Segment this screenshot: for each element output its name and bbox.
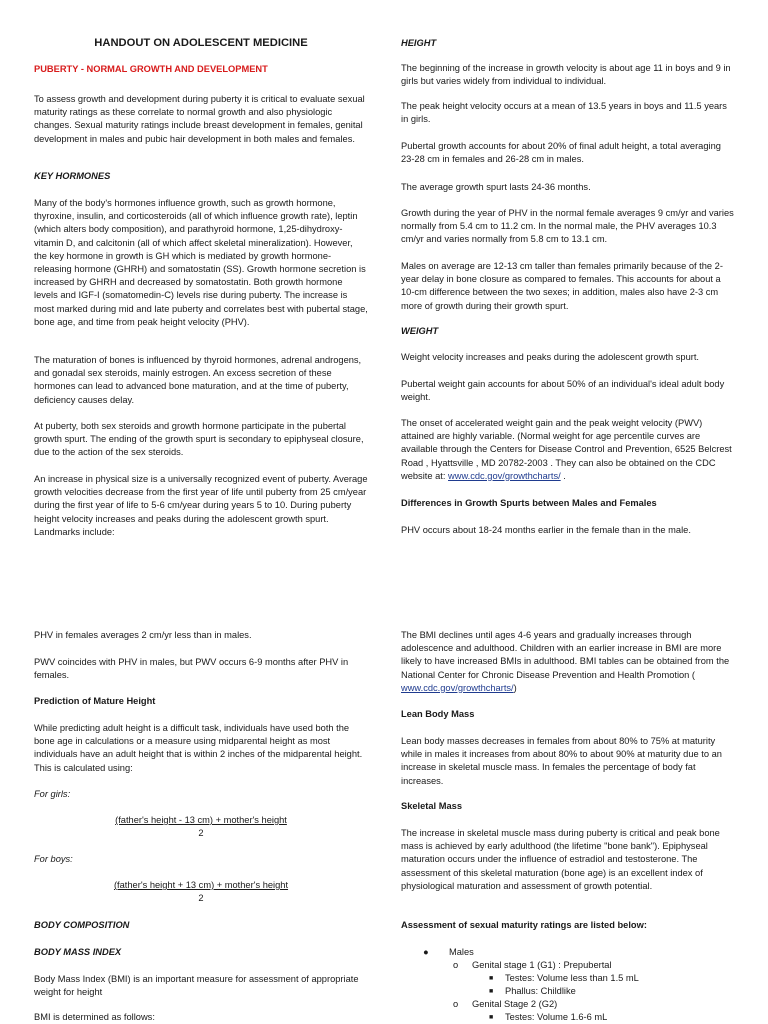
bullet-disc-icon: ● bbox=[423, 947, 429, 957]
document-title: HANDOUT ON ADOLESCENT MEDICINE bbox=[94, 37, 308, 49]
key-hormones-paragraph-1: Many of the body's hormones influence growth, such as growth hormone, thyroxine, insulin, and corticosteroids (all of which influence growth rate), leptin (which alters body composition), and parathyroid hormone, 1,25-dihydroxy-vitamin D, and calcitonin (all of which affect skeletal mineralization). However, the key hormone in growth is GH which is mediated by growth hormone-releasing hormone (GHRH) and somatostatin (SS). Growth hormone secretion is increased by GHRH and decreased by somatostatin. Both growth hormone levels and IGF-I (somatomedin-C) levels rise during puberty. The increase is most marked during mid and late puberty and correlates best with pubertal stage, bone age, and time from peak height velocity (PHV). bbox=[34, 198, 368, 327]
intro-paragraph: To assess growth and development during puberty it is critical to evaluate sexual maturity ratings as these correlate to normal growth and also physiologic changes. Sexual maturity ratings include breast development in females, genital development in males and pubic hair development in both males and females. bbox=[34, 94, 365, 144]
bullet-square-icon: ■ bbox=[489, 988, 494, 995]
cdc-growthcharts-link[interactable]: www.cdc.gov/growthcharts/ bbox=[448, 470, 561, 481]
bmi-growthcharts-link[interactable]: www.cdc.gov/growthcharts/ bbox=[401, 682, 514, 693]
section-title: PUBERTY - NORMAL GROWTH AND DEVELOPMENT bbox=[34, 64, 268, 74]
weight-paragraph-3-end: . bbox=[560, 470, 566, 481]
boys-formula-denominator: 2 bbox=[198, 893, 204, 904]
girls-formula-numerator: (father's height - 13 cm) + mother's height bbox=[115, 815, 287, 825]
bullet-square-icon: ■ bbox=[489, 1014, 494, 1021]
bmi-paragraph-1: Body Mass Index (BMI) is an important measure for assessment of appropriate weight for height bbox=[34, 974, 359, 998]
list-item-genital-stage-2: Genital Stage 2 (G2) bbox=[472, 999, 558, 1009]
key-hormones-paragraph-4: An increase in physical size is a universally recognized event of puberty. Average growth velocities decrease from the first year of life until puberty from 25 cm/year during the first year of life to 5-6 cm/year during years 5 to 10. During puberty height velocity increases and peaks during the adolescent growth spurt. Landmarks include: bbox=[34, 474, 368, 537]
weight-paragraph-3-text: The onset of accelerated weight gain and the peak weight velocity (PWV) attained are highly variable. (Normal weight for age percentile curves are available through the Centers for Disease Control and Prevention, 6525 Belcrest Road , Hyattsville , MD 20782-2003 . They can also be obtained on the CDC website at: bbox=[401, 418, 732, 481]
bmi-paragraph-3 bbox=[401, 629, 735, 695]
boys-formula bbox=[34, 879, 368, 905]
prediction-paragraph: While predicting adult height is a difficult task, individuals have used both the bone age in calculations or a measure using midparental height as most individuals have an adult height that is within 2 inches of the midparental height. This is calculated using: bbox=[34, 723, 363, 773]
for-girls-label: For girls: bbox=[34, 789, 71, 799]
lean-body-mass-heading: Lean Body Mass bbox=[401, 709, 475, 719]
for-boys-label: For boys: bbox=[34, 854, 73, 864]
weight-heading: WEIGHT bbox=[401, 326, 439, 336]
list-item-phallus-g1: Phallus: Childlike bbox=[505, 986, 576, 996]
bmi-paragraph-2: BMI is determined as follows: bbox=[34, 1012, 155, 1022]
height-paragraph-2: The peak height velocity occurs at a mean of 13.5 years in boys and 11.5 years in girls. bbox=[401, 101, 727, 125]
height-paragraph-5: Growth during the year of PHV in the normal female averages 9 cm/yr and varies normally from 5.4 cm to 11.2 cm. In the normal male, the PHV averages 10.3 cm/yr and varies normally from 5.8 cm to 13.1 cm. bbox=[401, 208, 734, 245]
differences-heading: Differences in Growth Spurts between Males and Females bbox=[401, 498, 657, 508]
skeletal-mass-paragraph: The increase in skeletal muscle mass during puberty is critical and peak bone mass is achieved by early adulthood (the lifetime "bone bank"). Epiphyseal maturation occurs under the influence of estradiol and testosterone. The assessment of this skeletal maturation (bone age) is an excellent index of physiological maturation and assessment of growth potential. bbox=[401, 828, 720, 891]
list-item-males: Males bbox=[449, 947, 474, 957]
bmi-heading: BODY MASS INDEX bbox=[34, 947, 122, 957]
prediction-heading: Prediction of Mature Height bbox=[34, 696, 156, 706]
lean-body-mass-paragraph: Lean body masses decreases in females from about 80% to 75% at maturity while in males it increases from about 80% to about 90% at maturity due to an increase in skeletal muscle mass. In females the percentage of body fat increases. bbox=[401, 736, 722, 786]
bullet-circle-icon: o bbox=[453, 960, 459, 970]
list-item-testes-g2: Testes: Volume 1.6-6 mL bbox=[505, 1012, 608, 1022]
body-composition-heading: BODY COMPOSITION bbox=[34, 920, 130, 930]
height-paragraph-4: The average growth spurt lasts 24-36 months. bbox=[401, 182, 591, 192]
key-hormones-heading: KEY HORMONES bbox=[34, 171, 111, 181]
list-item-genital-stage-1: Genital stage 1 (G1) : Prepubertal bbox=[472, 960, 612, 970]
weight-paragraph-1: Weight velocity increases and peaks during the adolescent growth spurt. bbox=[401, 352, 700, 362]
bullet-circle-icon: o bbox=[453, 999, 459, 1009]
girls-formula-denominator: 2 bbox=[198, 828, 204, 839]
phv-females-paragraph: PHV in females averages 2 cm/yr less than in males. bbox=[34, 630, 252, 640]
height-paragraph-3: Pubertal growth accounts for about 20% of final adult height, a total averaging 23-28 cm in females and 26-28 cm in males. bbox=[401, 141, 721, 165]
assessment-heading: Assessment of sexual maturity ratings are listed below: bbox=[401, 920, 647, 930]
key-hormones-paragraph-3: At puberty, both sex steroids and growth hormone participate in the pubertal growth spurt. The ending of the growth spurt is secondary to epiphyseal closure, due to the action of the sex steroids. bbox=[34, 421, 364, 458]
weight-paragraph-3 bbox=[401, 417, 735, 483]
weight-paragraph-2: Pubertal weight gain accounts for about 50% of an individual's ideal adult body weight. bbox=[401, 379, 725, 403]
height-heading: HEIGHT bbox=[401, 38, 437, 48]
pwv-paragraph: PWV coincides with PHV in males, but PWV occurs 6-9 months after PHV in females. bbox=[34, 657, 349, 681]
bmi-paragraph-3-end: ) bbox=[513, 682, 517, 693]
height-paragraph-6: Males on average are 12-13 cm taller than females primarily because of the 2-year delay in bone closure as compared to females. This accounts for about a 10-cm difference between the two sexes; in addition, males also have 2-3 cm more of growth during their growth spurt. bbox=[401, 261, 723, 311]
skeletal-mass-heading: Skeletal Mass bbox=[401, 801, 462, 811]
differences-paragraph: PHV occurs about 18-24 months earlier in the female than in the male. bbox=[401, 525, 691, 535]
girls-formula bbox=[34, 814, 368, 840]
boys-formula-numerator: (father's height + 13 cm) + mother's height bbox=[113, 880, 289, 890]
bmi-paragraph-3-text: The BMI declines until ages 4-6 years and gradually increases through adolescence and adulthood. Children with an earlier increase in BMI are more likely to have increased BMIs in adulthood. BMI tables can be obtained from the National Center for Chronic Disease Prevention and Health Promotion ( bbox=[401, 630, 730, 680]
bullet-square-icon: ■ bbox=[489, 975, 494, 982]
list-item-testes-g1: Testes: Volume less than 1.5 mL bbox=[505, 973, 639, 983]
height-paragraph-1: The beginning of the increase in growth velocity is about age 11 in boys and 9 in girls but varies widely from individual to individual. bbox=[401, 63, 731, 87]
key-hormones-paragraph-2: The maturation of bones is influenced by thyroid hormones, adrenal androgens, and gonadal sex steroids, mainly estrogen. An excess secretion of these hormones can lead to advanced bone maturation, and at the time of puberty, deficiency causes delay. bbox=[34, 355, 362, 405]
